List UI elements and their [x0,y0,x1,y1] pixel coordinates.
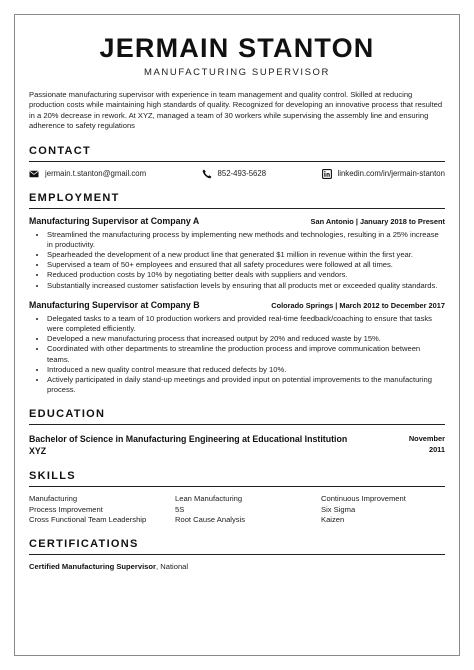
envelope-icon [29,169,39,179]
email-text: jermain.t.stanton@gmail.com [45,169,147,179]
skill-item: Cross Functional Team Leadership [29,514,147,524]
linkedin-icon [322,169,332,179]
skill-item: Six Sigma [321,504,356,514]
list-item: • Reduced production costs by 10% by negotiating better deals with suppliers and vendors. [47,270,445,280]
job-entry [29,216,445,291]
list-item: • Streamlined the manufacturing process by implementing new methods and technologies, resulting in a 25% increase in productivity. [47,230,445,250]
list-item: • Delegated tasks to a team of 10 production workers and provided real-time feedback/coaching to ensure that tasks were completed efficiently. [47,314,445,334]
job-title-headline: MANUFACTURING SUPERVISOR [143,67,331,78]
job-entry [29,300,445,396]
education-entry [29,433,445,457]
certification-entry [29,562,445,571]
skill-item: Manufacturing [29,494,78,504]
skills-column [321,494,447,525]
skill-item: Root Cause Analysis [175,514,246,524]
list-item: • Supervised a team of 50+ employees and ensured that all safety procedures were followed at all times. [47,260,445,270]
job-title: Manufacturing Supervisor at Company A [29,215,200,226]
contact-row [29,169,445,179]
list-item: • Actively participated in daily stand-up meetings and provided input on potential improvements to the manufacturing process. [47,375,445,395]
contact-email[interactable] [29,169,146,179]
list-item: • Developed a new manufacturing process that increased output by 20% and reduced waste by 15%. [47,334,445,344]
skill-item: Kaizen [321,514,345,524]
skill-item: Lean Manufacturing [175,494,243,504]
candidate-name: JERMAIN STANTON [99,33,375,63]
job-location-dates: Colorado Springs | March 2012 to December 2017 [271,300,445,310]
profile-summary: Passionate manufacturing supervisor with experience in team management and quality control. Skilled at reducing production costs while maintaining high standards of quality. Recognized for developing an innovative process that resulted in a 20% decrease in rework. At XYZ, managed a team of 30 workers while supervising the assembly line and ensuring adherence to safety regulations [29,90,443,131]
certification-name: Certified Manufacturing Supervisor [29,562,157,572]
list-item: • Spearheaded the development of a new product line that generated $1 million in revenue within the first year. [47,250,445,260]
degree-text: Bachelor of Science in Manufacturing Engineering at Educational Institution XYZ [29,434,348,457]
skill-item: Process Improvement [29,504,103,514]
education-year: 2011 [428,445,445,455]
certification-issuer: , National [156,562,189,572]
linkedin-text: linkedin.com/in/jermain-stanton [337,169,445,179]
skill-item: 5S [175,504,185,514]
contact-divider [29,161,445,162]
contact-phone[interactable] [202,169,267,179]
skills-column [29,494,175,525]
phone-icon [202,169,212,179]
education-month: November [408,434,445,444]
certifications-divider [29,554,445,555]
skills-heading: SKILLS [29,470,76,483]
phone-text: 852-493-5628 [217,169,267,179]
resume-page [14,14,460,656]
skills-column [175,494,321,525]
employment-divider [29,208,445,209]
skills-divider [29,486,445,487]
skill-item: Continuous Improvement [321,494,406,504]
job-bullets [29,314,445,396]
job-bullets [29,230,445,291]
skills-grid [29,494,445,525]
list-item: • Coordinated with other departments to streamline the production process and improve communication between teams. [47,344,445,364]
employment-heading: EMPLOYMENT [29,191,120,204]
education-date [409,433,445,457]
contact-heading: CONTACT [29,144,92,157]
certifications-heading: CERTIFICATIONS [29,538,139,551]
education-heading: EDUCATION [29,408,106,421]
job-title: Manufacturing Supervisor at Company B [29,299,200,310]
list-item: • Introduced a new quality control measure that reduced defects by 10%. [47,365,445,375]
list-item: • Substantially increased customer satisfaction levels by ensuring that all products met or exceeded quality standards. [47,281,445,291]
job-location-dates: San Antonio | January 2018 to Present [310,216,445,226]
contact-linkedin[interactable] [322,169,445,179]
education-divider [29,424,445,425]
